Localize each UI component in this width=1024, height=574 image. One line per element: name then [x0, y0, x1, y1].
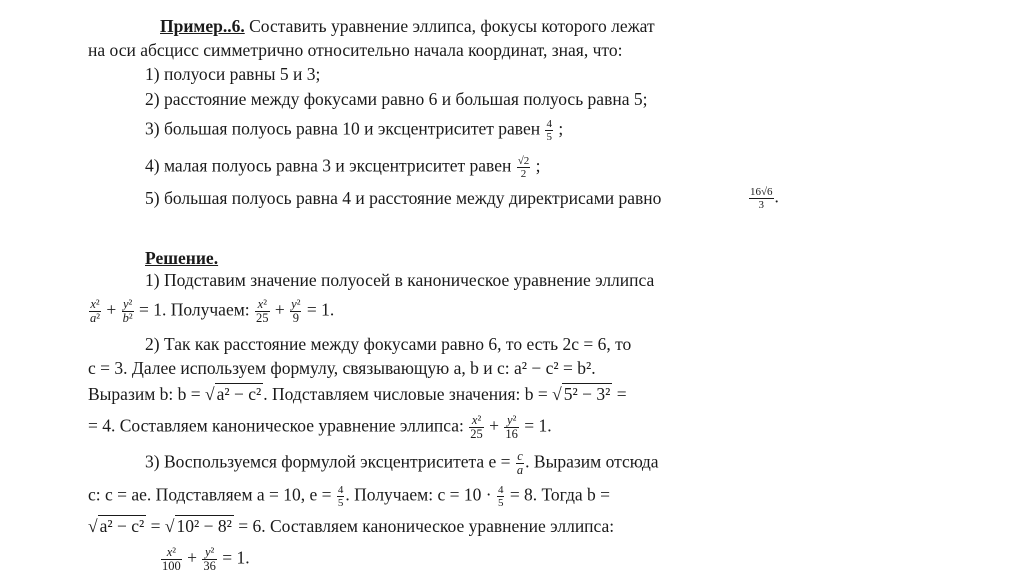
fraction-four-fifths-b: $\frac{4}{5}$ [337, 484, 344, 509]
problem-item-5-text: 5) большая полуось равна 4 и расстояние между директрисами равно [145, 188, 662, 208]
solution-step-1-line-1: 1) Подставим значение полуосей в каноническое уравнение эллипса [145, 270, 655, 290]
solution-step-2-line-4-end: = 1. [524, 415, 552, 436]
fraction-x2-25-b: $\frac{\text{x²}}{25}$ [470, 413, 483, 441]
sqrt-5-3: 5² − 3² [563, 384, 611, 404]
problem-item-4-end: ; [535, 155, 541, 176]
solution-step-2-line-3c: . Подставляем числовые значения: b = [263, 384, 548, 404]
solution-step-3-line-3d: = 6. Составляем каноническое уравнение эллипса: [238, 516, 615, 536]
solution-step-2-line-3: Выразим b: b = √ a² − c² . Подставляем числовые значения: b = √ 5² − 3² = [88, 384, 627, 404]
problem-item-1: 1) полуоси равны 5 и 3; [145, 64, 321, 84]
solution-step-2-line-2: c = 3. Далее используем формулу, связывающую a, b и c: a² − c² = b². [88, 358, 596, 378]
fraction-numerator: 16√6 [750, 186, 773, 198]
solution-step-3-line-1 [145, 450, 659, 477]
fraction-denominator: 3 [758, 199, 765, 211]
fraction-y2-16: $\frac{\text{y²}}{16}$ [505, 413, 518, 441]
solution-step-3-line-2b: . Получаем: c = 10 · [345, 484, 492, 505]
solution-step-1-got: = 1. Получаем: [139, 299, 250, 320]
sqrt-a2-c2-b: a² − c² [99, 516, 145, 536]
solution-step-3-line-1a: 3) Воспользуемся формулой эксцентриситета e = [145, 451, 511, 472]
solution-step-2-line-4-text: = 4. Составляем каноническое уравнение эллипса: [88, 415, 464, 436]
solution-step-2-line-3a: Выразим b: b = [88, 384, 201, 404]
fraction-16sqrt6-over-3 [749, 186, 774, 211]
fraction-denominator: 2 [520, 168, 527, 180]
fraction-y2-b2: $\frac{\text{y²}}{\text{b²}}$ [122, 297, 133, 325]
problem-item-3 [145, 118, 563, 143]
problem-item-5-end: . [774, 186, 779, 207]
problem-item-5-fraction-wrap [748, 186, 779, 211]
fraction-y2-36: $\frac{\text{y²}}{36}$ [203, 545, 216, 573]
problem-item-2: 2) расстояние между фокусами равно 6 и большая полуось равна 5; [145, 89, 648, 109]
problem-item-3-text: 3) большая полуось равна 10 и эксцентриситет равен [145, 118, 541, 139]
solution-step-3-line-3: √ a² − c² = √ 10² − 8² = 6. Составляем каноническое уравнение эллипса: [88, 516, 615, 536]
sqrt-a2-c2: a² − c² [216, 384, 262, 404]
fraction-denominator: 5 [546, 131, 552, 143]
fraction-numerator: 4 [546, 118, 552, 130]
problem-first-line [160, 16, 655, 36]
solution-step-3-line-2a: c: c = ae. Подставляем a = 10, e = [88, 484, 332, 505]
solution-step-2-line-4: = 4. Составляем каноническое уравнение эллипса: $\frac{\text{x²}}{25}$ + $\frac{\text{y²}}{16}$ = 1. [88, 413, 552, 441]
fraction-x2-25: $\frac{\text{x²}}{25}$ [256, 297, 269, 325]
solution-step-3-line-1b: . Выразим отсюда [525, 451, 659, 472]
fraction-four-fifths [545, 118, 553, 143]
fraction-four-fifths-c: $\frac{4}{5}$ [497, 484, 504, 509]
problem-intro-1: Составить уравнение эллипса, фокусы которого лежат [249, 16, 655, 36]
fraction-x2-100: $\frac{\text{x²}}{100}$ [162, 545, 181, 573]
solution-step-2-line-1: 2) Так как расстояние между фокусами равно 6, то есть 2c = 6, то [145, 334, 632, 354]
sqrt-10-8: 10² − 8² [176, 516, 232, 536]
problem-label: Пример..6. [160, 16, 245, 36]
solution-step-1-end: = 1. [306, 299, 335, 320]
fraction-y2-9: $\frac{\text{y²}}{9}$ [291, 297, 301, 325]
solution-step-3-line-4: $\frac{\text{x²}}{100}$ + $\frac{\text{y²}}{36}$ = 1. [162, 545, 250, 573]
fraction-x2-a2: $\frac{\text{x²}}{\text{a²}}$ [90, 297, 100, 325]
problem-item-3-end: ; [558, 118, 564, 139]
problem-item-5 [145, 188, 661, 208]
problem-item-4 [145, 155, 541, 180]
problem-item-4-text: 4) малая полуось равна 3 и эксцентриситет равен [145, 155, 512, 176]
fraction-c-over-a: $\frac{c}{a}$ [516, 449, 524, 477]
solution-step-3-line-4-end: = 1. [222, 547, 250, 568]
solution-step-1-line-2: $\frac{\text{x²}}{\text{a²}}$ + $\frac{\text{y²}}{\text{b²}}$ = 1. Получаем: $\frac{\text{x²}}{25}$ + $\frac{\text{y²}}{9}$ = 1. [90, 297, 335, 325]
problem-intro-2: на оси абсцисс симметрично относительно начала координат, зная, что: [88, 40, 623, 60]
solution-step-3-line-2c: = 8. Тогда b = [509, 484, 611, 505]
fraction-sqrt2-over-2 [517, 155, 531, 180]
solution-step-3-line-2 [88, 484, 610, 509]
solution-step-2-line-3e: = [616, 384, 627, 404]
fraction-numerator: √2 [517, 155, 530, 167]
solution-heading [145, 248, 218, 268]
solution-heading-text: Решение. [145, 248, 219, 268]
solution-step-3-line-3b: = [150, 516, 161, 536]
